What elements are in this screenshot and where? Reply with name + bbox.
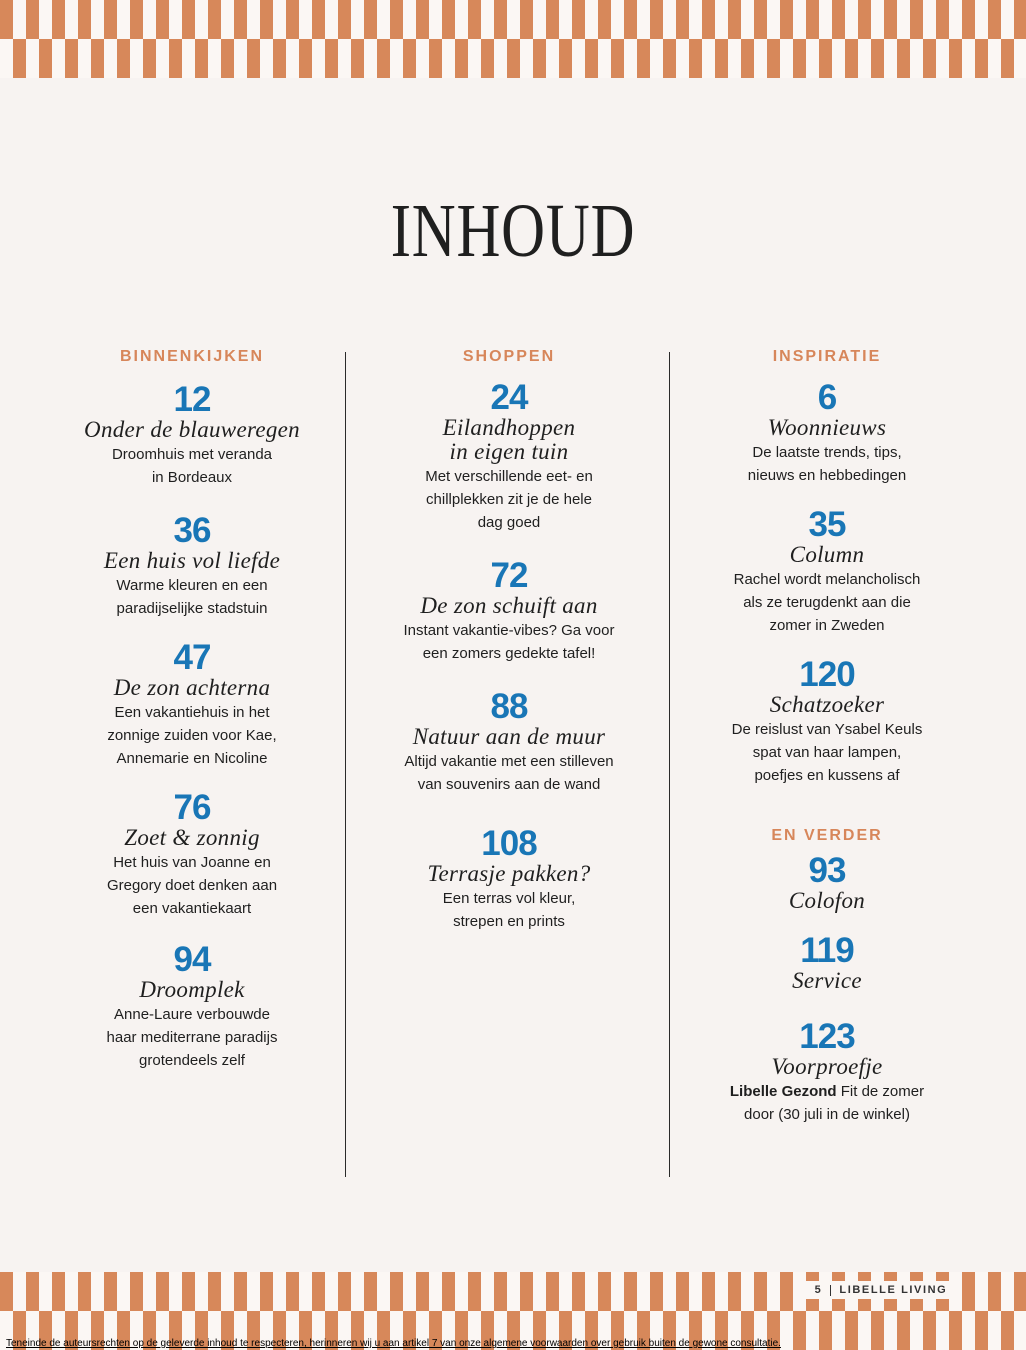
footer-page-number: 5: [814, 1284, 823, 1296]
footer-separator: [830, 1285, 831, 1296]
toc-entry[interactable]: [677, 657, 977, 787]
article-title: Droomplek: [139, 977, 245, 1002]
article-title: Onder de blauweregen: [84, 417, 300, 442]
toc-entry[interactable]: [677, 1019, 977, 1126]
article-description: Een terras vol kleur, strepen en prints: [442, 890, 576, 930]
toc-entry[interactable]: [359, 689, 659, 796]
article-description: Rachel wordt melancholisch als ze terugdenkt aan die zomer in Zweden: [733, 571, 921, 634]
checkered-border-top: [0, 0, 1026, 78]
column-divider-right: [669, 352, 670, 1177]
page-footer: [806, 1281, 956, 1299]
page-number: 35: [808, 505, 846, 544]
article-title: De zon achterna: [113, 675, 271, 700]
article-title: Een huis vol liefde: [103, 548, 281, 573]
article-description: Libelle Gezond Fit de zomer door (30 juli in de winkel): [729, 1083, 925, 1123]
toc-entry[interactable]: [359, 558, 659, 665]
section-heading: SHOPPEN: [462, 348, 556, 365]
bleed-through-text: [80, 115, 520, 143]
page-title: INHOUD: [390, 189, 636, 273]
article-description: Het huis van Joanne en Gregory doet denken aan een vakantiekaart: [106, 854, 278, 917]
page-number: 12: [173, 380, 211, 419]
page-number: 94: [173, 940, 211, 979]
section-heading: EN VERDER: [771, 827, 883, 844]
article-description: Anne-Laure verbouwde haar mediterrane paradijs grotendeels zelf: [106, 1006, 278, 1069]
page-number: 93: [808, 851, 846, 890]
page-number: 108: [481, 824, 537, 863]
column-shoppen: [359, 346, 659, 933]
toc-entry[interactable]: [359, 380, 659, 534]
article-title: Terrasje pakken?: [427, 861, 591, 886]
toc-entry[interactable]: [677, 853, 977, 913]
article-title: De zon schuift aan: [420, 593, 598, 618]
article-title: Woonnieuws: [767, 415, 887, 440]
article-title: Colofon: [788, 888, 866, 913]
copyright-disclaimer: Teneinde de auteursrechten op de geleverde inhoud te respecteren, herinneren wij u aan artikel 7 van onze algemene voorwaarden over gebruik buiten de gewone consultatie.: [6, 1338, 781, 1349]
page-number: 119: [800, 931, 854, 970]
column-binnenkijken: [42, 346, 342, 1072]
page-number: 47: [173, 638, 211, 677]
toc-entry[interactable]: [677, 507, 977, 637]
page-number: 6: [817, 378, 837, 417]
article-title: Voorproefje: [771, 1054, 883, 1079]
section-heading: INSPIRATIE: [772, 348, 882, 365]
column-inspiratie: [677, 346, 977, 1126]
article-title: Column: [789, 542, 865, 567]
toc-entry[interactable]: [42, 513, 342, 620]
article-description: Droomhuis met veranda in Bordeaux: [111, 446, 273, 486]
toc-entry[interactable]: [42, 942, 342, 1072]
section-heading: BINNENKIJKEN: [119, 348, 264, 365]
column-divider-left: [345, 352, 346, 1177]
page-number: 123: [799, 1017, 855, 1056]
article-title: Natuur aan de muur: [412, 724, 606, 749]
article-description: Met verschillende eet- en chillplekken zit je de hele dag goed: [425, 468, 593, 531]
article-title: Schatzoeker: [769, 692, 885, 717]
page-number: 88: [490, 687, 528, 726]
article-description: De reislust van Ysabel Keuls spat van haar lampen, poefjes en kussens af: [731, 721, 923, 784]
page-number: 120: [799, 655, 855, 694]
toc-entry[interactable]: [677, 380, 977, 487]
article-title: Eilandhoppen in eigen tuin: [442, 415, 576, 464]
article-description: Warme kleuren en een paradijselijke stadstuin: [116, 577, 268, 617]
article-title: Service: [792, 968, 862, 993]
article-description: Een vakantiehuis in het zonnige zuiden voor Kae, Annemarie en Nicoline: [107, 704, 277, 767]
toc-entry[interactable]: [42, 790, 342, 920]
footer-magazine-name: LIBELLE LIVING: [839, 1284, 948, 1296]
page-number: 24: [490, 378, 528, 417]
toc-entry[interactable]: [42, 640, 342, 770]
page-number: 36: [173, 511, 211, 550]
article-title: Zoet & zonnig: [124, 825, 260, 850]
toc-entry[interactable]: [677, 933, 977, 993]
brand-name: Libelle Gezond: [729, 1083, 837, 1100]
page-number: 76: [173, 788, 211, 827]
toc-entry[interactable]: [42, 382, 342, 489]
toc-entry[interactable]: [359, 826, 659, 933]
article-description: Altijd vakantie met een stilleven van souvenirs aan de wand: [404, 753, 614, 793]
article-description: De laatste trends, tips, nieuws en hebbedingen: [747, 444, 907, 484]
article-description: Instant vakantie-vibes? Ga voor een zomers gedekte tafel!: [403, 622, 615, 662]
page-number: 72: [490, 556, 528, 595]
